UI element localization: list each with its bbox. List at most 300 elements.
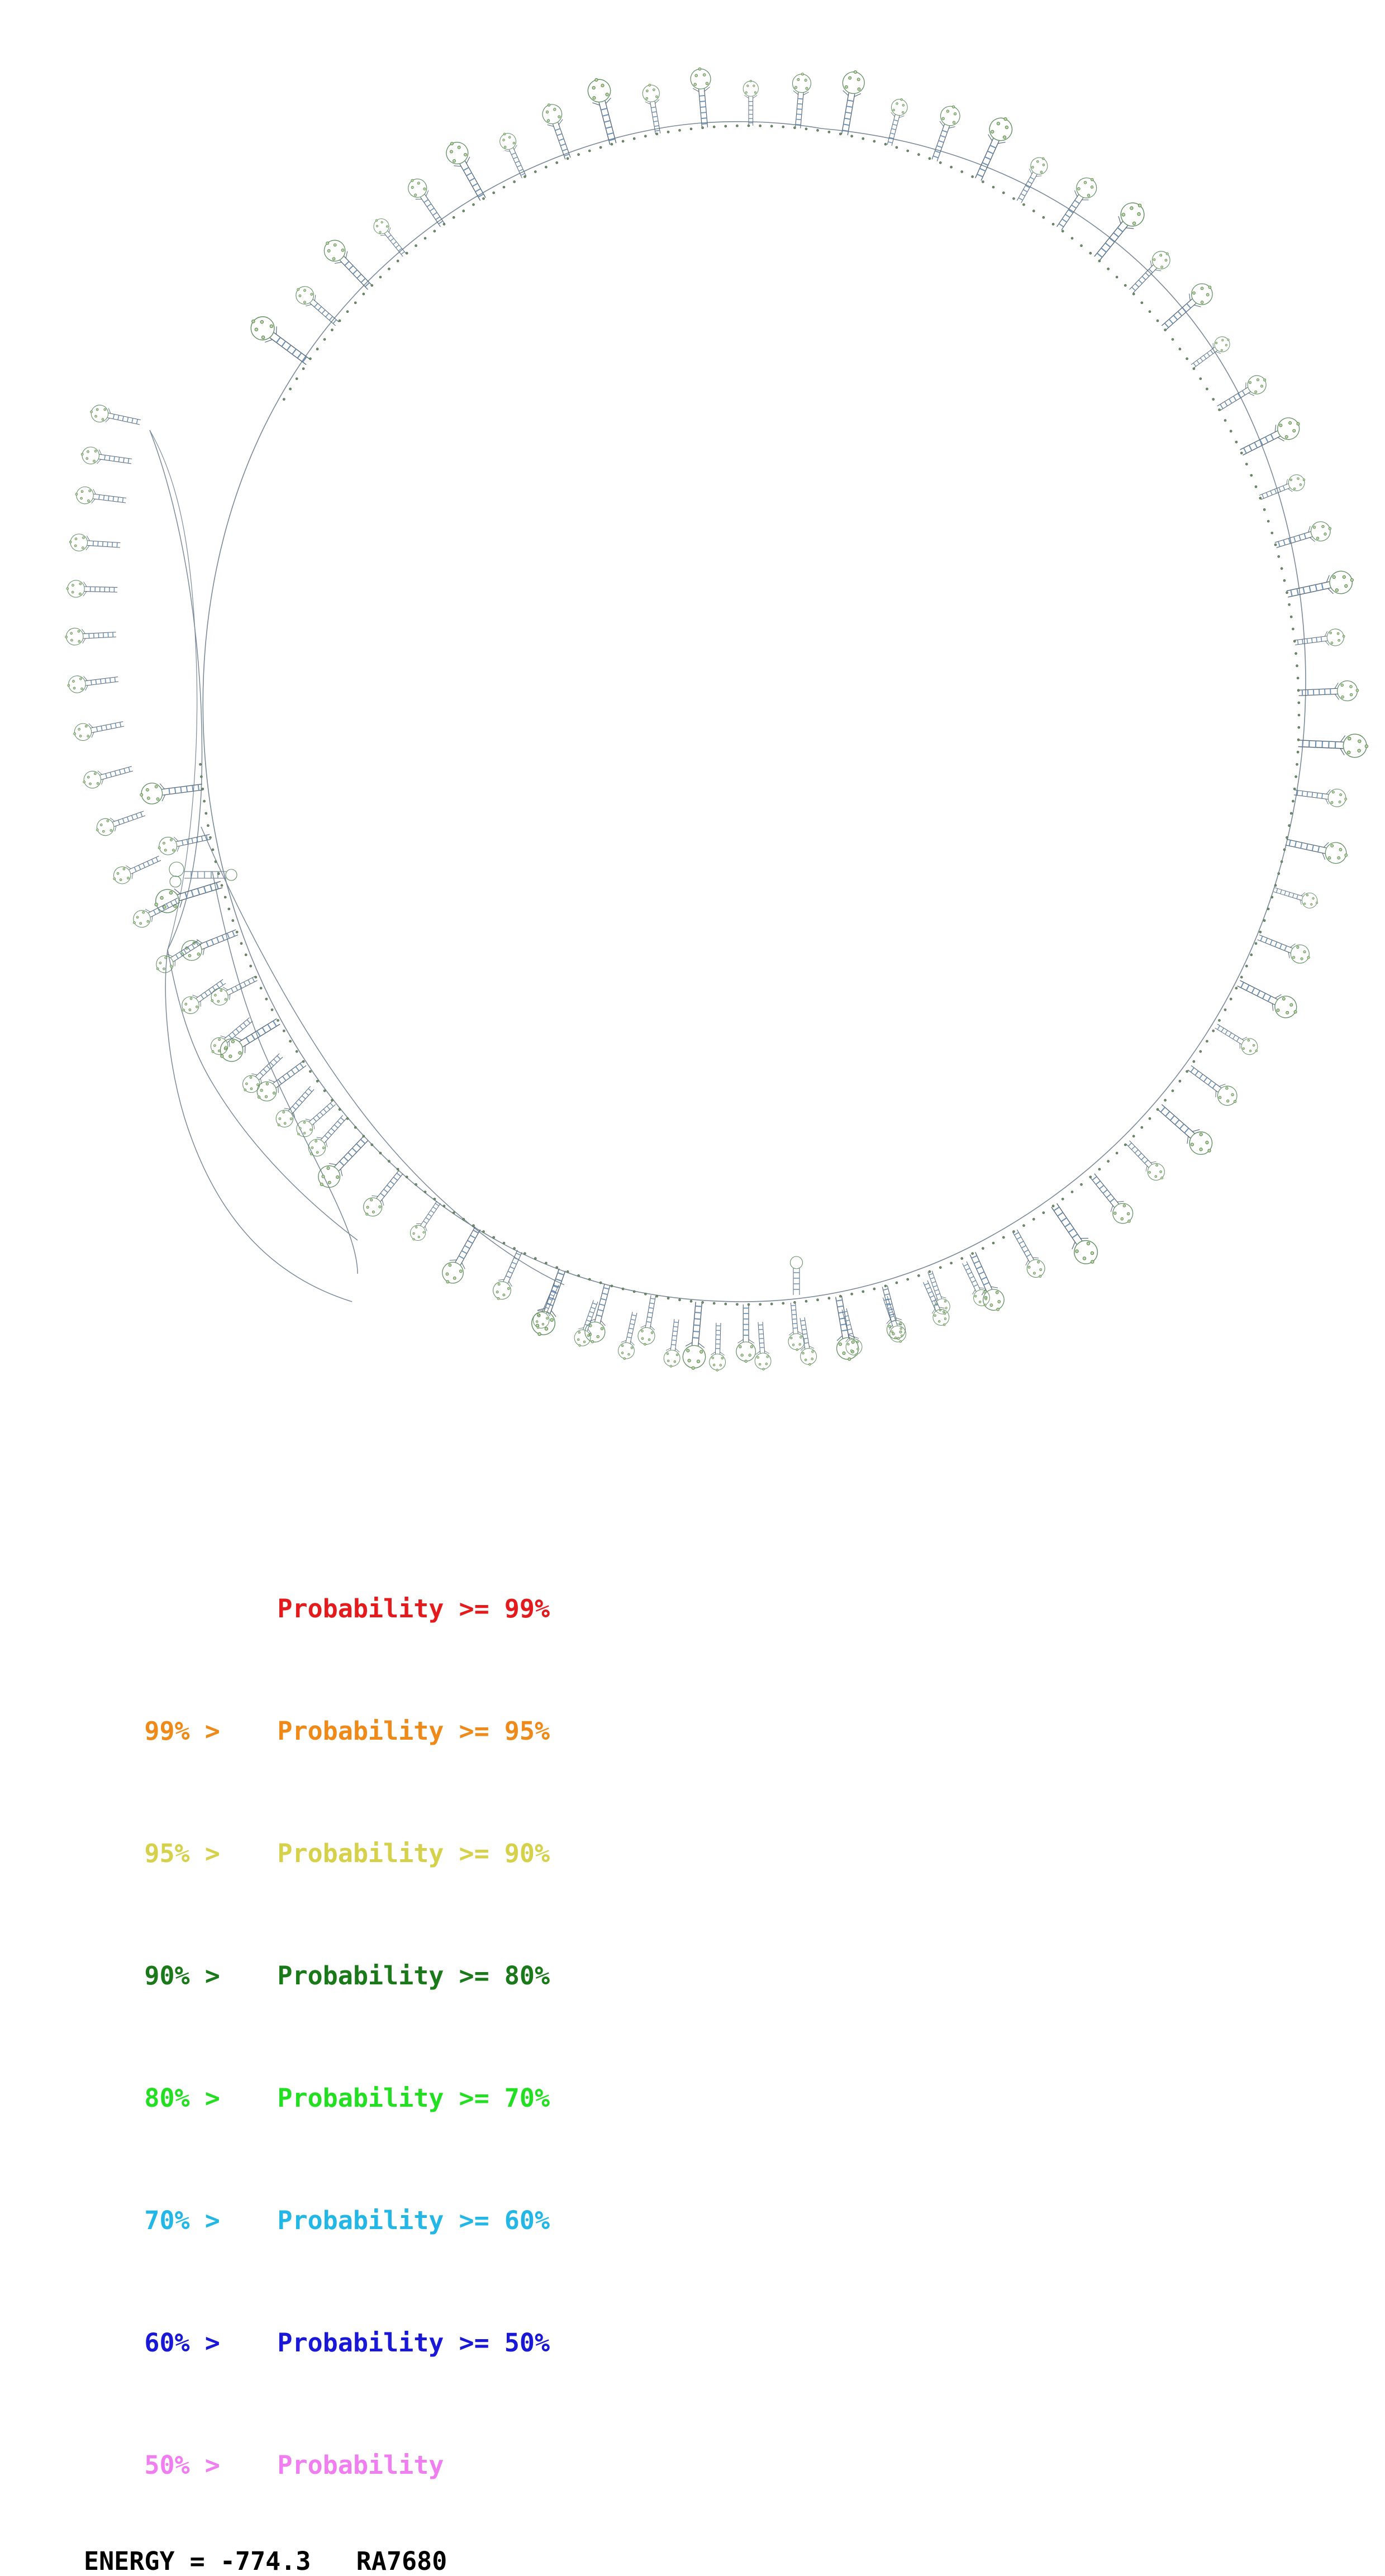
nucleotide-dot bbox=[316, 1080, 318, 1082]
nucleotide-dot bbox=[1193, 1060, 1195, 1063]
nucleotide-dot bbox=[713, 1302, 715, 1304]
legend-row bbox=[0, 1915, 1385, 2037]
nucleotide-dot bbox=[713, 126, 715, 128]
nucleotide-dot bbox=[1263, 508, 1265, 511]
nucleotide-dot bbox=[1293, 640, 1296, 642]
nucleotide-dot bbox=[354, 302, 356, 304]
nucleotide-dot bbox=[736, 1303, 738, 1306]
nucleotide-dot bbox=[1288, 603, 1291, 606]
nucleotide-dot bbox=[1250, 954, 1253, 956]
nucleotide-dot bbox=[1089, 1176, 1092, 1178]
nucleotide-dot bbox=[1186, 1070, 1188, 1073]
nucleotide-dot bbox=[424, 237, 426, 240]
nucleotide-dot bbox=[379, 276, 382, 278]
hairpin-loop bbox=[1051, 173, 1101, 234]
nucleotide-dot bbox=[656, 133, 658, 135]
nucleotide-dot bbox=[363, 293, 365, 295]
nucleotide-dot bbox=[1141, 1126, 1143, 1129]
nucleotide-dot bbox=[1107, 1160, 1110, 1163]
nucleotide-dot bbox=[339, 320, 341, 322]
nucleotide-dot bbox=[873, 140, 875, 142]
nucleotide-dot bbox=[828, 131, 830, 133]
nucleotide-dot bbox=[1013, 198, 1015, 200]
nucleotide-dot bbox=[917, 1274, 920, 1277]
hairpin-loop bbox=[1012, 154, 1051, 206]
hairpin-loop bbox=[1236, 413, 1304, 462]
nucleotide-dot bbox=[316, 348, 318, 350]
nucleotide-dot bbox=[950, 166, 953, 168]
hairpin-loop bbox=[1294, 628, 1346, 651]
nucleotide-dot bbox=[545, 166, 547, 168]
nucleotide-dot bbox=[415, 1183, 417, 1185]
nucleotide-dot bbox=[1107, 268, 1110, 270]
interior-multiloop-strands bbox=[150, 430, 803, 1302]
legend-text: Probability bbox=[277, 2450, 444, 2480]
nucleotide-dot bbox=[493, 1236, 495, 1239]
nucleotide-dot bbox=[917, 154, 920, 156]
backbone-nucleotide-dots bbox=[199, 125, 1301, 1306]
hairpin-loop bbox=[1273, 519, 1334, 554]
nucleotide-dot bbox=[221, 884, 223, 887]
legend-text: Probability >= 60% bbox=[277, 2206, 550, 2235]
legend-row bbox=[0, 2404, 1385, 2526]
nucleotide-dot bbox=[1286, 592, 1288, 594]
energy-label: ENERGY = -774.3 bbox=[84, 2546, 311, 2576]
nucleotide-dot bbox=[1043, 216, 1045, 218]
nucleotide-dot bbox=[782, 126, 784, 128]
nucleotide-dot bbox=[463, 1218, 465, 1220]
nucleotide-dot bbox=[503, 1242, 505, 1244]
nucleotide-dot bbox=[578, 154, 580, 156]
nucleotide-dot bbox=[1295, 653, 1297, 655]
nucleotide-dot bbox=[1274, 544, 1277, 546]
nucleotide-dot bbox=[1267, 908, 1269, 910]
nucleotide-dot bbox=[1298, 726, 1300, 728]
nucleotide-dot bbox=[283, 1030, 285, 1032]
hairpin-loop bbox=[836, 1307, 864, 1358]
hairpin-loop bbox=[1285, 569, 1356, 605]
nucleotide-dot bbox=[907, 150, 909, 152]
nucleotide-dot bbox=[929, 158, 931, 160]
nucleotide-dot bbox=[224, 896, 226, 898]
energy-and-id bbox=[0, 2546, 1385, 2576]
legend-lead: 90% > bbox=[144, 1961, 220, 1991]
nucleotide-dot bbox=[207, 825, 209, 827]
legend-text: Probability >= 99% bbox=[277, 1594, 550, 1623]
legend-row bbox=[0, 2159, 1385, 2282]
nucleotide-dot bbox=[992, 1242, 994, 1244]
hairpin-loop bbox=[878, 1294, 908, 1345]
nucleotide-dot bbox=[443, 1205, 445, 1207]
nucleotide-dot bbox=[388, 1160, 390, 1163]
nucleotide-dot bbox=[1230, 998, 1232, 1000]
hairpin-loop bbox=[497, 130, 531, 180]
nucleotide-dot bbox=[1179, 348, 1181, 350]
nucleotide-dot bbox=[1235, 441, 1238, 443]
nucleotide-dot bbox=[240, 942, 242, 945]
nucleotide-dot bbox=[656, 1295, 658, 1297]
hairpin-loop bbox=[359, 1166, 408, 1221]
nucleotide-dot bbox=[379, 1152, 382, 1154]
nucleotide-dot bbox=[1292, 800, 1294, 802]
hairpin-loop bbox=[88, 403, 142, 431]
nucleotide-dot bbox=[260, 987, 262, 989]
hairpin-loop bbox=[313, 1131, 373, 1193]
nucleotide-dot bbox=[1212, 1030, 1215, 1032]
nucleotide-dot bbox=[215, 860, 217, 863]
hairpin-loop bbox=[74, 485, 127, 508]
hairpin-loop bbox=[110, 850, 164, 887]
hairpin-loop bbox=[689, 67, 715, 128]
nucleotide-dot bbox=[567, 158, 569, 160]
nucleotide-dot bbox=[1224, 1009, 1226, 1011]
hairpin-loop bbox=[682, 1301, 710, 1370]
nucleotide-dot bbox=[255, 976, 257, 978]
hairpin-loop bbox=[1188, 333, 1234, 372]
nucleotide-dot bbox=[1081, 1183, 1083, 1185]
nucleotide-dot bbox=[443, 223, 445, 225]
nucleotide-dot bbox=[309, 1070, 311, 1073]
nucleotide-dot bbox=[1081, 245, 1083, 247]
nucleotide-dot bbox=[523, 175, 526, 178]
nucleotide-dot bbox=[523, 1253, 526, 1255]
hairpin-loop bbox=[828, 1294, 860, 1362]
nucleotide-dot bbox=[1124, 1144, 1126, 1146]
nucleotide-dot bbox=[817, 129, 819, 131]
nucleotide-dot bbox=[759, 1303, 761, 1306]
nucleotide-dot bbox=[1149, 311, 1151, 313]
hairpin-loop bbox=[272, 1082, 319, 1131]
nucleotide-dot bbox=[1271, 896, 1273, 898]
nucleotide-dot bbox=[1013, 1231, 1015, 1233]
nucleotide-dot bbox=[302, 368, 304, 370]
nucleotide-dot bbox=[644, 135, 646, 137]
nucleotide-dot bbox=[1296, 665, 1298, 667]
hairpin-loop bbox=[785, 1302, 805, 1351]
nucleotide-dot bbox=[939, 1266, 941, 1269]
legend-text: Probability >= 50% bbox=[277, 2328, 550, 2358]
nucleotide-dot bbox=[236, 931, 238, 933]
nucleotide-dot bbox=[839, 1295, 841, 1297]
hairpin-loop bbox=[876, 1284, 908, 1342]
nucleotide-dot bbox=[748, 1303, 750, 1306]
hairpin-loop bbox=[1212, 1019, 1262, 1058]
nucleotide-dot bbox=[1172, 339, 1174, 341]
nucleotide-dot bbox=[406, 252, 408, 254]
nucleotide-dot bbox=[851, 135, 853, 137]
nucleotide-dot bbox=[961, 1258, 963, 1260]
nucleotide-dot bbox=[203, 800, 206, 802]
hairpin-loop bbox=[1007, 1226, 1049, 1282]
nucleotide-dot bbox=[702, 1301, 704, 1303]
hairpin-loop bbox=[1234, 974, 1301, 1022]
nucleotide-dot bbox=[1259, 931, 1262, 933]
nucleotide-dot bbox=[556, 161, 558, 164]
nucleotide-dot bbox=[1267, 520, 1269, 522]
nucleotide-dot bbox=[453, 216, 455, 218]
hairpin-loop bbox=[794, 1316, 818, 1366]
hairpin-loop bbox=[1122, 1136, 1169, 1184]
nucleotide-dot bbox=[1002, 1236, 1005, 1239]
nucleotide-dot bbox=[1278, 873, 1280, 875]
nucleotide-dot bbox=[513, 180, 516, 183]
nucleotide-dot bbox=[493, 192, 495, 194]
nucleotide-dot bbox=[434, 1198, 436, 1200]
nucleotide-dot bbox=[782, 1302, 784, 1304]
nucleotide-dot bbox=[199, 763, 202, 765]
nucleotide-dot bbox=[961, 170, 963, 173]
nucleotide-dot bbox=[1278, 555, 1280, 558]
backbone-circle bbox=[203, 122, 1306, 1302]
legend-lead: 70% > bbox=[144, 2206, 220, 2235]
nucleotide-dot bbox=[1297, 751, 1299, 753]
nucleotide-dot bbox=[483, 1231, 485, 1233]
nucleotide-dot bbox=[1200, 1050, 1202, 1053]
legend-lead: 60% > bbox=[144, 2328, 220, 2358]
legend-row bbox=[0, 1670, 1385, 1792]
nucleotide-dot bbox=[1219, 409, 1221, 411]
nucleotide-dot bbox=[1263, 920, 1265, 922]
legend-lead: 80% > bbox=[144, 2083, 220, 2113]
nucleotide-dot bbox=[1116, 1152, 1118, 1154]
nucleotide-dot bbox=[884, 1285, 887, 1287]
nucleotide-dot bbox=[1245, 965, 1248, 967]
nucleotide-dot bbox=[1297, 689, 1300, 692]
nucleotide-dot bbox=[1156, 320, 1159, 322]
hairpin-loop bbox=[753, 1321, 772, 1370]
hairpin-loop bbox=[1293, 784, 1348, 808]
probability-legend bbox=[0, 1547, 1385, 2576]
nucleotide-dot bbox=[1271, 532, 1273, 534]
hairpin-loop bbox=[1088, 197, 1150, 266]
nucleotide-dot bbox=[1292, 628, 1294, 630]
legend-row bbox=[0, 1792, 1385, 1915]
nucleotide-dot bbox=[463, 210, 465, 212]
nucleotide-dot bbox=[725, 125, 727, 127]
hairpin-loop bbox=[1157, 279, 1218, 336]
nucleotide-dot bbox=[371, 1144, 373, 1146]
hairpin-loop bbox=[1152, 1098, 1217, 1160]
nucleotide-dot bbox=[588, 150, 591, 152]
nucleotide-dot bbox=[950, 1262, 953, 1264]
nucleotide-dot bbox=[271, 1009, 273, 1011]
hairpin-loop bbox=[789, 72, 812, 128]
hairpin-loop bbox=[636, 1294, 661, 1347]
nucleotide-dot bbox=[473, 1225, 475, 1227]
nucleotide-dot bbox=[424, 1191, 426, 1193]
nucleotide-dot bbox=[992, 186, 994, 188]
nucleotide-dot bbox=[212, 849, 214, 851]
nucleotide-dot bbox=[736, 125, 738, 127]
hairpin-loop bbox=[407, 1198, 445, 1244]
hairpin-loop bbox=[66, 580, 117, 598]
nucleotide-dot bbox=[1032, 1218, 1035, 1220]
nucleotide-dot bbox=[1250, 474, 1253, 477]
legend-text: Probability >= 95% bbox=[277, 1716, 550, 1746]
nucleotide-dot bbox=[972, 175, 974, 178]
nucleotide-dot bbox=[1089, 252, 1092, 254]
hairpin-loop bbox=[1084, 1169, 1137, 1229]
nucleotide-dot bbox=[1290, 616, 1292, 618]
legend-lead: 50% > bbox=[144, 2450, 220, 2480]
nucleotide-dot bbox=[599, 146, 602, 149]
hairpin-loop bbox=[925, 102, 963, 163]
nucleotide-dot bbox=[545, 1262, 547, 1264]
nucleotide-dot bbox=[1240, 976, 1243, 978]
hairpin-loop bbox=[1257, 472, 1308, 505]
nucleotide-dot bbox=[513, 1247, 516, 1250]
nucleotide-dot bbox=[245, 954, 247, 956]
nucleotide-dot bbox=[599, 1282, 602, 1284]
hairpin-loop bbox=[215, 1012, 284, 1066]
hairpin-loop bbox=[178, 923, 241, 964]
nucleotide-dot bbox=[483, 198, 485, 200]
nucleotide-dot bbox=[1281, 568, 1283, 570]
hairpin-loop bbox=[442, 137, 493, 204]
nucleotide-dot bbox=[770, 125, 773, 127]
nucleotide-dot bbox=[331, 1099, 333, 1101]
nucleotide-dot bbox=[1186, 358, 1188, 360]
nucleotide-dot bbox=[667, 131, 669, 133]
nucleotide-dot bbox=[793, 1301, 796, 1303]
nucleotide-dot bbox=[1179, 1080, 1181, 1082]
nucleotide-dot bbox=[1164, 1099, 1167, 1101]
legend-lead: 99% > bbox=[144, 1716, 220, 1746]
nucleotide-dot bbox=[862, 1291, 864, 1293]
hairpin-loop bbox=[528, 1266, 573, 1340]
hairpin-loop bbox=[709, 1323, 726, 1372]
nucleotide-dot bbox=[1052, 1205, 1054, 1207]
nucleotide-dot bbox=[277, 1020, 279, 1022]
nucleotide-dot bbox=[202, 788, 204, 790]
nucleotide-dot bbox=[805, 128, 807, 130]
nucleotide-dot bbox=[323, 339, 326, 341]
hairpin-loop bbox=[66, 671, 119, 694]
nucleotide-dot bbox=[1298, 714, 1300, 716]
nucleotide-dot bbox=[346, 311, 349, 313]
nucleotide-dot bbox=[1298, 702, 1300, 704]
nucleotide-dot bbox=[265, 998, 268, 1000]
nucleotide-dot bbox=[1281, 860, 1283, 863]
nucleotide-dot bbox=[667, 1297, 669, 1299]
hairpin-loop bbox=[1184, 1060, 1242, 1110]
nucleotide-dot bbox=[1283, 579, 1286, 582]
nucleotide-dot bbox=[884, 143, 887, 145]
nucleotide-dot bbox=[702, 127, 704, 129]
nucleotide-dot bbox=[1149, 1117, 1151, 1120]
nucleotide-dot bbox=[770, 1303, 773, 1305]
nucleotide-dot bbox=[1172, 1090, 1174, 1092]
nucleotide-dot bbox=[588, 1278, 591, 1280]
nucleotide-dot bbox=[828, 1297, 830, 1299]
nucleotide-dot bbox=[363, 1135, 365, 1137]
nucleotide-dot bbox=[939, 161, 941, 164]
hairpin-loop bbox=[743, 80, 758, 126]
hairpin-loop bbox=[370, 215, 410, 260]
nucleotide-dot bbox=[725, 1303, 727, 1305]
nucleotide-dot bbox=[1052, 223, 1054, 225]
hairpin-loop bbox=[663, 1318, 684, 1368]
nucleotide-dot bbox=[1224, 420, 1226, 422]
nucleotide-dot bbox=[1023, 203, 1025, 206]
nucleotide-dot bbox=[1193, 368, 1195, 370]
hairpin-loop bbox=[152, 935, 204, 977]
nucleotide-dot bbox=[1212, 398, 1215, 401]
nucleotide-dot bbox=[309, 358, 311, 360]
nucleotide-dot bbox=[1071, 237, 1073, 240]
nucleotide-dot bbox=[1132, 1135, 1135, 1137]
nucleotide-dot bbox=[289, 1040, 292, 1042]
nucleotide-dot bbox=[210, 836, 212, 839]
nucleotide-dot bbox=[1245, 463, 1248, 465]
nucleotide-dot bbox=[1071, 1191, 1073, 1193]
nucleotide-dot bbox=[759, 125, 761, 127]
nucleotide-dot bbox=[1295, 775, 1297, 778]
nucleotide-dot bbox=[250, 965, 252, 967]
nucleotide-dot bbox=[1259, 497, 1262, 499]
nucleotide-dot bbox=[1297, 739, 1300, 741]
nucleotide-dot bbox=[567, 1270, 569, 1273]
nucleotide-dot bbox=[851, 1293, 853, 1295]
nucleotide-dot bbox=[406, 1176, 408, 1178]
nucleotide-dot bbox=[1062, 230, 1064, 232]
hairpin-loop bbox=[81, 760, 135, 791]
nucleotide-dot bbox=[633, 137, 635, 140]
nucleotide-dot bbox=[1002, 192, 1005, 194]
nucleotide-dot bbox=[1206, 1040, 1208, 1042]
nucleotide-dot bbox=[690, 128, 692, 130]
nucleotide-dot bbox=[644, 1293, 646, 1295]
hairpin-loop bbox=[245, 311, 315, 372]
nucleotide-dot bbox=[633, 1291, 635, 1293]
nucleotide-dot bbox=[1290, 812, 1292, 815]
nucleotide-dot bbox=[622, 140, 624, 142]
hairpin-loop bbox=[968, 113, 1016, 184]
nucleotide-dot bbox=[1255, 942, 1257, 945]
nucleotide-dot bbox=[690, 1300, 692, 1302]
nucleotide-dot bbox=[371, 284, 373, 287]
hairpin-loop bbox=[178, 974, 229, 1017]
nucleotide-dot bbox=[805, 1300, 807, 1302]
hairpin-loop bbox=[72, 716, 125, 742]
nucleotide-dot bbox=[388, 268, 390, 270]
nucleotide-dot bbox=[1293, 788, 1296, 790]
hairpin-loop bbox=[304, 1111, 351, 1160]
legend-row bbox=[0, 1547, 1385, 1670]
hairpin-loop bbox=[404, 174, 450, 230]
nucleotide-dot bbox=[1274, 884, 1277, 887]
hairpin-loop bbox=[292, 282, 343, 331]
nucleotide-dot bbox=[748, 125, 750, 127]
nucleotide-dot bbox=[793, 127, 796, 129]
legend-text: Probability >= 90% bbox=[277, 1839, 550, 1868]
nucleotide-dot bbox=[1235, 987, 1238, 989]
nucleotide-dot bbox=[228, 908, 230, 910]
nucleotide-dot bbox=[1200, 378, 1202, 380]
nucleotide-dot bbox=[1255, 485, 1257, 488]
nucleotide-dot bbox=[534, 170, 536, 173]
nucleotide-dot bbox=[679, 129, 681, 131]
nucleotide-dot bbox=[1296, 763, 1298, 765]
hairpin-loop bbox=[616, 1311, 642, 1361]
nucleotide-dot bbox=[323, 1090, 326, 1092]
nucleotide-dot bbox=[296, 1050, 298, 1053]
legend-row bbox=[0, 2037, 1385, 2159]
nucleotide-dot bbox=[354, 1126, 356, 1129]
hairpin-loop bbox=[93, 806, 147, 839]
nucleotide-dot bbox=[346, 1117, 349, 1120]
hairpin-loop bbox=[490, 1247, 528, 1303]
